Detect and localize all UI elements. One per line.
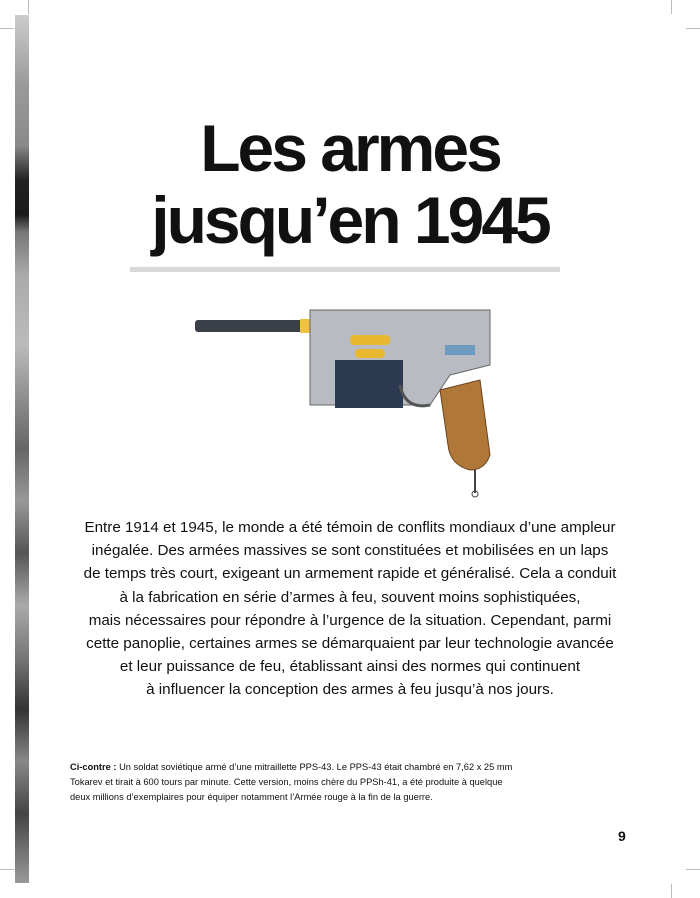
crop-mark xyxy=(0,28,14,29)
body-line: Entre 1914 et 1945, le monde a été témoin de conflits mondiaux d’une ampleur xyxy=(84,519,616,536)
title-line-2: jusqu’en 1945 xyxy=(151,183,549,257)
title-line-1: Les armes xyxy=(200,111,500,185)
body-line: mais nécessaires pour répondre à l’urgence de la situation. Cependant, parmi xyxy=(88,611,612,629)
title-divider xyxy=(130,267,560,272)
caption-line: deux millions d’exemplaires pour équiper notamment l’Armée rouge à la fin de la guerre. xyxy=(70,792,433,802)
crop-mark xyxy=(671,884,672,898)
photo-caption xyxy=(70,760,630,805)
crop-mark xyxy=(671,0,672,14)
caption-line: Un soldat soviétique armé d’une mitraillette PPS-43. Le PPS-43 était chambré en 7,62 x 25 mm xyxy=(119,762,513,772)
body-line: à influencer la conception des armes à feu jusqu’à nos jours. xyxy=(146,681,554,699)
mauser-pistol-cutaway-illustration xyxy=(190,305,500,500)
body-line: cette panoplie, certaines armes se démarquaient par leur technologie avancée xyxy=(86,634,614,652)
intro-paragraph xyxy=(40,516,660,702)
page-number: 9 xyxy=(618,828,626,844)
caption-line: Tokarev et tirait à 600 tours par minute. Cette version, moins chère du PPSh-41, a été produite à quelque xyxy=(70,777,503,787)
caption-lead: Ci-contre : xyxy=(70,762,117,772)
body-line: de temps très court, exigeant un armement rapide et généralisé. Cela a conduit xyxy=(83,565,617,583)
page-title xyxy=(0,112,700,256)
body-line: inégalée. Des armées massives se sont constituées et mobilisées en un laps xyxy=(91,542,609,560)
crop-mark xyxy=(686,28,700,29)
crop-mark xyxy=(0,869,14,870)
crop-mark xyxy=(686,869,700,870)
body-line: et leur puissance de feu, établissant ainsi des normes qui continuent xyxy=(119,658,581,676)
crop-mark xyxy=(28,0,29,14)
body-line: à la fabrication en série d’armes à feu, souvent moins sophistiquées, xyxy=(119,588,581,606)
